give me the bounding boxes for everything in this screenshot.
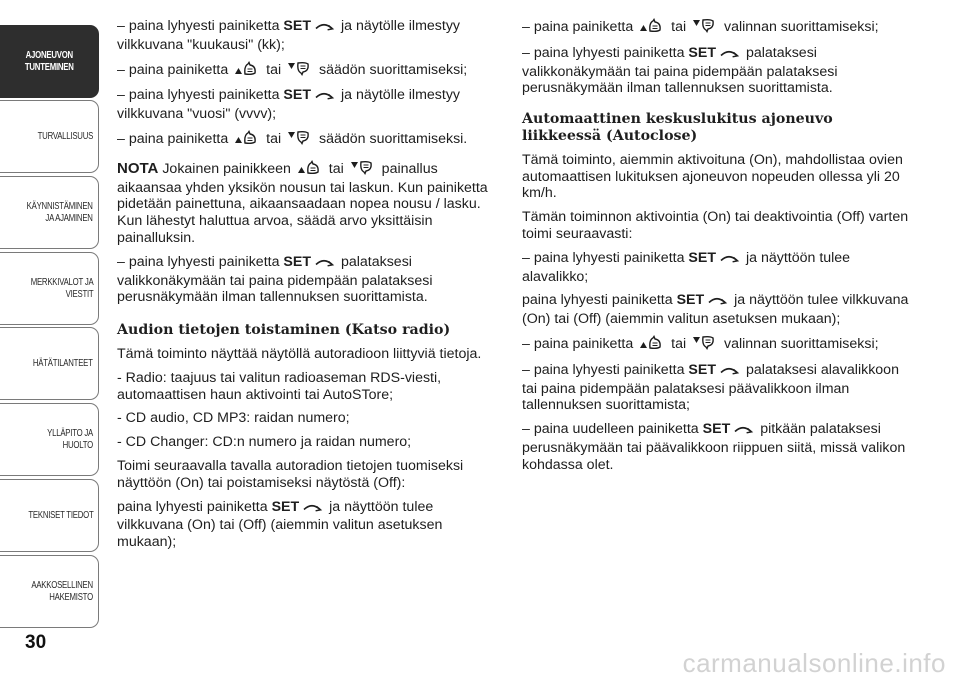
paragraph: Tämä toiminto, aiemmin aktivoituna (On), mahdollistaa ovien automaattisen lukituksen ajoneuvon nopeuden ollessa yli 20 km/h. — [522, 151, 903, 202]
set-keyword: SET — [271, 498, 300, 515]
tab-merkkivalot[interactable]: MERKKIVALOT JA VIESTIT — [0, 252, 99, 325]
paragraph: – paina painiketta tai valinnan suorittamiseksi; — [522, 335, 912, 355]
up-button-icon — [234, 130, 260, 150]
tab-ajoneuvon-tunteminen[interactable]: AJONEUVON TUNTEMINEN — [0, 25, 99, 98]
tab-hakemisto[interactable]: AAKKOSELLINEN HAKEMISTO — [0, 555, 99, 628]
tab-tekniset-tiedot[interactable]: TEKNISET TIEDOT — [0, 479, 99, 552]
paragraph: – paina lyhyesti painiketta SET ja näyttöön tulee alavalikko; — [522, 249, 851, 285]
paragraph: – paina uudelleen painiketta SET pitkään palataksesi perusnäkymään tai päävalikkoon riippuen siitä, missä valikon kohdassa olet. — [522, 421, 906, 473]
tab-turvallisuus[interactable]: TURVALLISUUS — [0, 100, 99, 173]
paragraph: – paina lyhyesti painiketta SET palataksesi valikkonäkymään tai paina pidempään palataksesi perusnäkymään ilman tallennuksen suorittamista. — [117, 253, 433, 306]
left-column — [117, 18, 502, 558]
watermark: carmanualsonline.info — [682, 648, 946, 678]
paragraph: Tämän toiminnon aktivointia (On) tai deaktivointia (Off) varten toimi seuraavasti: — [522, 209, 909, 242]
set-button-icon — [301, 500, 323, 518]
section-heading: Audion tietojen toistaminen (Katso radio) — [117, 322, 451, 339]
set-button-icon — [718, 363, 740, 381]
down-button-icon — [287, 130, 313, 150]
paragraph: paina lyhyesti painiketta SET ja näyttöön tulee vilkkuvana (On) tai (Off) (aiemmin valitun asetuksen mukaan); — [522, 292, 909, 328]
down-button-icon — [692, 18, 718, 38]
paragraph: – paina lyhyesti painiketta SET ja näytölle ilmestyy vilkkuvana "vuosi" (vvvv); — [117, 87, 461, 123]
note-paragraph: NOTA Jokainen painikkeen tai painallus aikaansaa yhden yksikön nousun tai laskun. Kun painiketta pidetään painettuna, aikaansaadaan nopea nousu / lasku. Kun lähestyt haluttua arvoa, säädä arvo yksittäisin painalluksin. — [117, 159, 488, 246]
set-keyword: SET — [688, 249, 717, 266]
up-button-icon — [234, 61, 260, 81]
set-keyword: SET — [688, 361, 717, 378]
paragraph: – paina painiketta tai valinnan suorittamiseksi; — [522, 18, 912, 38]
set-keyword: SET — [688, 44, 717, 61]
note-label: NOTA — [117, 159, 159, 177]
set-button-icon — [718, 46, 740, 64]
up-button-icon — [639, 18, 665, 38]
paragraph: – paina lyhyesti painiketta SET palataksesi alavalikkoon tai paina pidempään palataksesi päävalikkoon ilman tallennuksen suorittamista; — [522, 361, 899, 414]
paragraph: Toimi seuraavalla tavalla autoradion tietojen tuomiseksi näyttöön (On) tai poistamiseksi näytöstä (Off): — [117, 457, 464, 491]
set-button-icon — [313, 88, 335, 106]
set-keyword: SET — [283, 18, 312, 34]
set-button-icon — [706, 293, 728, 311]
paragraph: – paina lyhyesti painiketta SET palataksesi valikkonäkymään tai paina pidempään palataksesi perusnäkymään ilman tallennuksen suorittamista. — [522, 44, 838, 97]
set-button-icon — [718, 251, 740, 269]
set-keyword: SET — [283, 253, 312, 270]
set-keyword: SET — [283, 87, 312, 104]
paragraph: – paina painiketta tai säädön suorittamiseksi. — [117, 130, 502, 150]
paragraph: paina lyhyesti painiketta SET ja näyttöön tulee vilkkuvana (On) tai (Off) (aiemmin valitun asetuksen mukaan); — [117, 498, 443, 551]
paragraph: - CD audio, CD MP3: raidan numero; — [117, 410, 350, 427]
set-button-icon — [313, 255, 335, 273]
set-button-icon — [313, 19, 335, 37]
down-button-icon — [692, 335, 718, 355]
tab-hatatilanteet[interactable]: HÄTÄTILANTEET — [0, 327, 99, 400]
paragraph: - Radio: taajuus tai valitun radioaseman RDS-viesti, automaattisen haun aktivointi tai AutoSTore; — [117, 369, 442, 403]
down-button-icon — [287, 61, 313, 81]
down-button-icon — [350, 160, 376, 180]
paragraph: Tämä toiminto näyttää näytöllä autoradioon liittyviä tietoja. — [117, 345, 482, 362]
set-button-icon — [732, 422, 754, 440]
paragraph: – paina painiketta tai säädön suorittamiseksi; — [117, 61, 502, 81]
paragraph: - CD Changer: CD:n numero ja raidan numero; — [117, 434, 412, 451]
set-keyword: SET — [702, 421, 731, 438]
right-column — [522, 18, 912, 481]
page-number: 30 — [25, 632, 47, 653]
tab-yllapito[interactable]: YLLÄPITO JA HUOLTO — [0, 403, 99, 476]
set-keyword: SET — [676, 292, 705, 309]
up-button-icon — [639, 335, 665, 355]
up-button-icon — [297, 160, 323, 180]
section-heading: Automaattinen keskuslukitus ajoneuvo liikkeessä (Autoclose) — [522, 111, 833, 144]
tab-kaynnistaminen[interactable]: KÄYNNISTÄMINEN JA AJAMINEN — [0, 176, 99, 249]
paragraph: – paina lyhyesti painiketta SET ja näytölle ilmestyy vilkkuvana "kuukausi" (kk); — [117, 18, 461, 53]
